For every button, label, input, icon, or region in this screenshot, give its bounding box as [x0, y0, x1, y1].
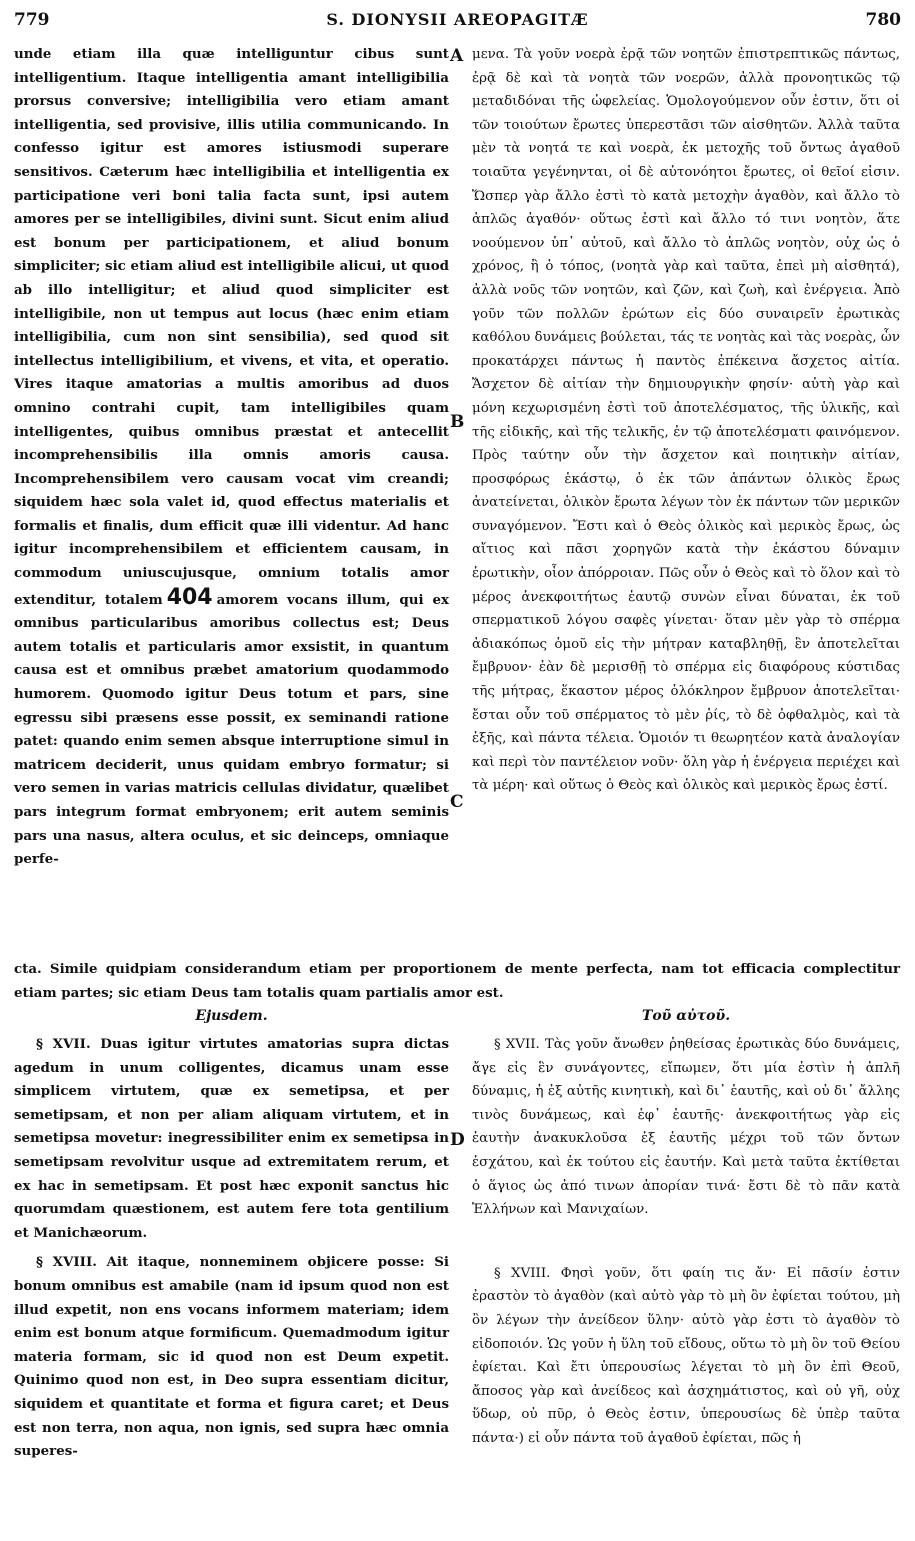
page-number-right: 780: [865, 10, 901, 30]
latin-section-17: § XVII. Duas igitur virtutes amatorias supra dictas agedum in unum colligentes, dicamus unam esse simplicem virtutem, quæ ex semetipsa, et per semetipsam, et non per aliam aliquam virtutem, et in semetipsa movetur: inegressibiliter enim ex semetipsa in semetipsam revolvitur usque ad extremitatem rerum, et ex hac in semetipsam. Et post hæc exponit sanctus hic quorumdam quæstionem, est autem fere tota gentilium et Manichæorum.: [14, 1036, 449, 1241]
section-marker-b: B: [450, 412, 465, 432]
running-header: [14, 10, 901, 40]
page-number-left: 779: [14, 10, 50, 30]
running-title: S. DIONYSII AREOPAGITÆ: [326, 10, 589, 29]
greek-column-bottom: [472, 1033, 900, 1451]
latin-column-bottom: [14, 1033, 449, 1464]
greek-section-17: § XVII. Τὰς γοῦν ἄνωθεν ῥηθείσας ἐρωτικὰς δύο δυνάμεις, ἄγε εἰς ἓν συνάγοντες, εἴπωμεν, ὅτι μία ἐστὶν ἡ ἁπλῆ δύναμις, ἡ ἐξ αὐτῆς κινητικὴ, καὶ δι᾽ ἑαυτῆς, καὶ οὐ δι᾽ ἄλλης τινὸς δυνάμεως, καὶ ἐφ᾽ ἑαυτῆς· ἀνεκφοιτήτως γὰρ εἰς ἑαυτὴν ἀνακυκλοῦσα ἐξ ἑαυτῆς μέχρι τοῦ τῶν ὄντων ἐσχάτου, καὶ ἐκ τούτου εἰς ἑαυτήν. Καὶ μετὰ ταῦτα ἐκτίθεται ὁ ἅγιος ὡς ἀπό τινων ἀπορίαν τινά· ἔστι δὲ τὸ πᾶν κατὰ Ἑλλήνων καὶ Μανιχαίων.: [472, 1037, 900, 1218]
latin-paragraph: unde etiam illa quæ intelliguntur cibus sunt intelligentium. Itaque intelligentia amant intelligibilia prorsus conversive; intelligibilia vero etiam amant intelligentia, sed provisive, illis utilia communicando. In confesso igitur est amores istiusmodi superare sensitivos. Cæterum hæc intelligibilia et intelligentia ex participatione veri boni talia facta sunt, ipsi autem amores per se intelligibiles, divini sunt. Sicut enim aliud est bonum per participationem, et aliud bonum simpliciter; sic etiam aliud est intelligibile alicui, ut quod ab illo intelligitur; et aliud quod simpliciter est intelligibile, non ut tempus aut locus (hæc enim etiam intelligibilia, cum non sint sensibilia), sed quod sit intellectus intelligibilium, et vivens, et vita, et operatio. Vires itaque amatorias a multis amoribus ad duos omnino contrahi cupit, tam intelligibiles quam intelligentes, quibus omnibus præstat et antecellit incomprehensibilis illa omnis amoris causa. Incomprehensibilem vero causam vocat vim creandi; siquidem hæc sola valet id, quod effectus materialis et formalis et finalis, dum efficit quæ illi videntur. Ad hanc igitur incomprehensibilem et efficientem causam, in commodum uniuscujusque, omnium totalis amor extenditur, totalem 404 amorem vocans illum, qui ex omnibus particularibus amoribus collectus est; Deus autem totalis et particularis amor exsistit, in quantum causa est et omnibus præbet amatorium quodammodo humorem. Quomodo igitur Deus totum et pars, sine egressu sibi præsens esse possit, ex seminandi ratione patet: quando enim semen absque interruptione simul in matricem deciderit, unus quidam embryo formatur; si vero semen in varias matricis cellulas dividatur, quælibet pars integrum format embryonem; erit autem seminis pars una nasus, altera oculus, et sic deinceps, omniaque perfe-: [14, 46, 449, 868]
latin-section-18: § XVIII. Ait itaque, nonneminem objicere posse: Si bonum omnibus est amabile (nam id ipsum quod non est illud expetit, non ens vocans informem materiam; idem enim est bonum atque formificum. Quemadmodum igitur materia formam, sic id quod non est Deum expetit. Quinimo quod non est, in Deo supra essentiam dicitur, siquidem et quantitate et forma et figura caret; et Deus est non terra, non aqua, non ignis, sed supra hæc omnia superes-: [14, 1254, 449, 1460]
section-marker-d: D: [450, 1130, 465, 1150]
section-marker-c: C: [450, 792, 464, 812]
greek-section-18: § XVIII. Φησὶ γοῦν, ὅτι φαίη τις ἄν· Εἰ πᾶσίν ἐστιν ἐραστὸν τὸ ἀγαθὸν (καὶ αὐτὸ γὰρ τὸ μὴ ὂν ἐφίεται τούτου, μὴ ὂν λέγων τὴν ἀνείδεον ὕλην· αὐτὸ γὰρ ἐστι τὸ ἀγαθὸν τὸ εἰδοποιόν. Ὡς γοῦν ἡ ὕλη τοῦ εἴδους, οὕτω τὸ μὴ ὂν τοῦ Θείου ἐφίεται. Καὶ ἔτι ὑπερουσίως λέγεται τὸ μὴ ὂν ἐπὶ Θεοῦ, ἄποσος γὰρ καὶ ἀνείδεος καὶ ἀσχημάτιστος, καὶ οὐ γῆ, οὐχ ὕδωρ, οὐ πῦρ, ὁ Θεὸς ἐστιν, ὑπερουσίως δὲ ὑπὲρ ταῦτα πάντα·) εἰ οὖν πάντα τοῦ ἀγαθοῦ ἐφίεται, πῶς ἡ: [472, 1265, 900, 1446]
full-width-continuation: cta. Simile quidpiam considerandum etiam per proportionem de mente perfecta, nam tot efficacia complectitur etiam partes; sic etiam Deus tam totalis quam partialis amor est.: [14, 961, 900, 1001]
greek-column-top: [472, 43, 900, 798]
latin-column-top: [14, 43, 449, 872]
heading-latin: Ejusdem.: [195, 1008, 268, 1024]
margin-page-number: 404: [166, 584, 213, 610]
section-marker-a: A: [450, 46, 464, 66]
greek-paragraph: μενα. Τὰ γοῦν νοερὰ ἐρᾷ τῶν νοητῶν ἐπιστρεπτικῶς πάντως, ἐρᾷ δὲ καὶ τὰ νοητὰ τῶν νοερῶν, ἀλλὰ προνοητικῶς τῷ μεταδιδόναι τῆς ὠφελείας. Ὁμολογούμενον οὖν ἐστιν, ὅτι οἱ τῶν τοιούτων ἔρωτες ὑπερεστᾶσι τῶν αἰσθητῶν. Ἀλλὰ ταῦτα μὲν τὰ νοητά τε καὶ νοερὰ, ἐκ μετοχῆς τοῦ ὄντως ἀγαθοῦ τοιαῦτα γεγένηνται, οἱ δὲ αὐτονόητοι ἔρωτες, οἱ θεῖοί εἰσιν. Ὥσπερ γὰρ ἄλλο ἐστὶ τὸ κατὰ μετοχὴν ἀγαθὸν, καὶ ἄλλο τὸ ἁπλῶς ἀγαθόν· οὕτως ἐστὶ καὶ ἄλλο τό τινι νοητὸν, ἅτε νοούμενον ὑπ᾽ αὐτοῦ, καὶ ἄλλο τὸ ἁπλῶς νοητὸν, οὐχ ὡς ὁ χρόνος, ἢ ὁ τόπος, (νοητὰ γὰρ καὶ ταῦτα, ἐπεὶ μὴ αἰσθητά), ἀλλὰ νοῦς τῶν νοητῶν, καὶ ζῶν, καὶ ζωὴ, καὶ ἐνέργεια. Ἀπὸ γοῦν τῶν πολλῶν ἐρώτων εἰς δύο συναιρεῖν ἐρωτικὰς καθόλου δυνάμεις βούλεται, τάς τε νοητὰς καὶ τὰς νοερὰς, ὧν προκατάρχει πάντως ἡ παντὸς ἐπέκεινα ἄσχετος αἰτία. Ἄσχετον δὲ αἰτίαν τὴν δημιουργικὴν φησίν· αὐτὴ γὰρ καὶ μόνη κεχωρισμένη ἐστὶ τοῦ ἀποτελέσματος, τῆς ὑλικῆς, καὶ τῆς εἰδικῆς, καὶ τῆς τελικῆς, ἐν τῷ ἀποτελέσματι φαινόμενον. Πρὸς ταύτην οὖν τὴν ἄσχετον καὶ ποιητικὴν αἰτίαν, προσφόρως ἑκάστῳ, ὁ ἐκ τῶν ἁπάντων ὁλικὸς ἔρως ἀνατείνεται, ὁλικὸν ἔρωτα λέγων τὸν ἐκ πάντων τῶν μερικῶν συναγόμενον. Ἔστι καὶ ὁ Θεὸς ὁλικὸς καὶ μερικὸς ἔρως, ὡς αἴτιος καὶ πᾶσι χορηγῶν κατὰ τὴν ἑκάστου δύναμιν ἐρωτικὴν, οἷον ἀπόρροιαν. Πῶς οὖν ὁ Θεὸς καὶ τὸ ὅλον καὶ τὸ μέρος ἀνεκφοιτήτως ἑαυτῷ συνὼν εἶναι δύναται, ἐκ τοῦ σπερματικοῦ λόγου σαφὲς γίνεται· ὅταν μὲν γὰρ τὸ σπέρμα ἀδιακόπως ὁμοῦ εἰς τὴν μήτραν καταβληθῇ, ἓν ἀποτελεῖται ἔμβρυον· ἐὰν δὲ μερισθῇ τὸ σπέρμα εἰς διαφόρους κύστιδας τῆς μήτρας, ἕκαστον μέρος ὁλόκληρον ἔμβρυον ἀποτελεῖται· ἔσται οὖν τοῦ σπέρματος τὸ μὲν ῥίς, τὸ δὲ ὀφθαλμὸς, καὶ τὰ ἑξῆς, καὶ πάντα τέλεια. Ὁμοιόν τι θεωρητέον κατὰ ἀναλογίαν καὶ περὶ τὸν παντέλειον νοῦν· ὅλη γὰρ ἡ ἐνέργεια περιέχει καὶ τὰ μέρη· καὶ οὕτως ὁ Θεὸς καὶ ὁλικὸς καὶ μερικὸς ἔρως ἐστί.: [472, 47, 900, 794]
heading-greek: Τοῦ αὐτοῦ.: [641, 1008, 731, 1024]
